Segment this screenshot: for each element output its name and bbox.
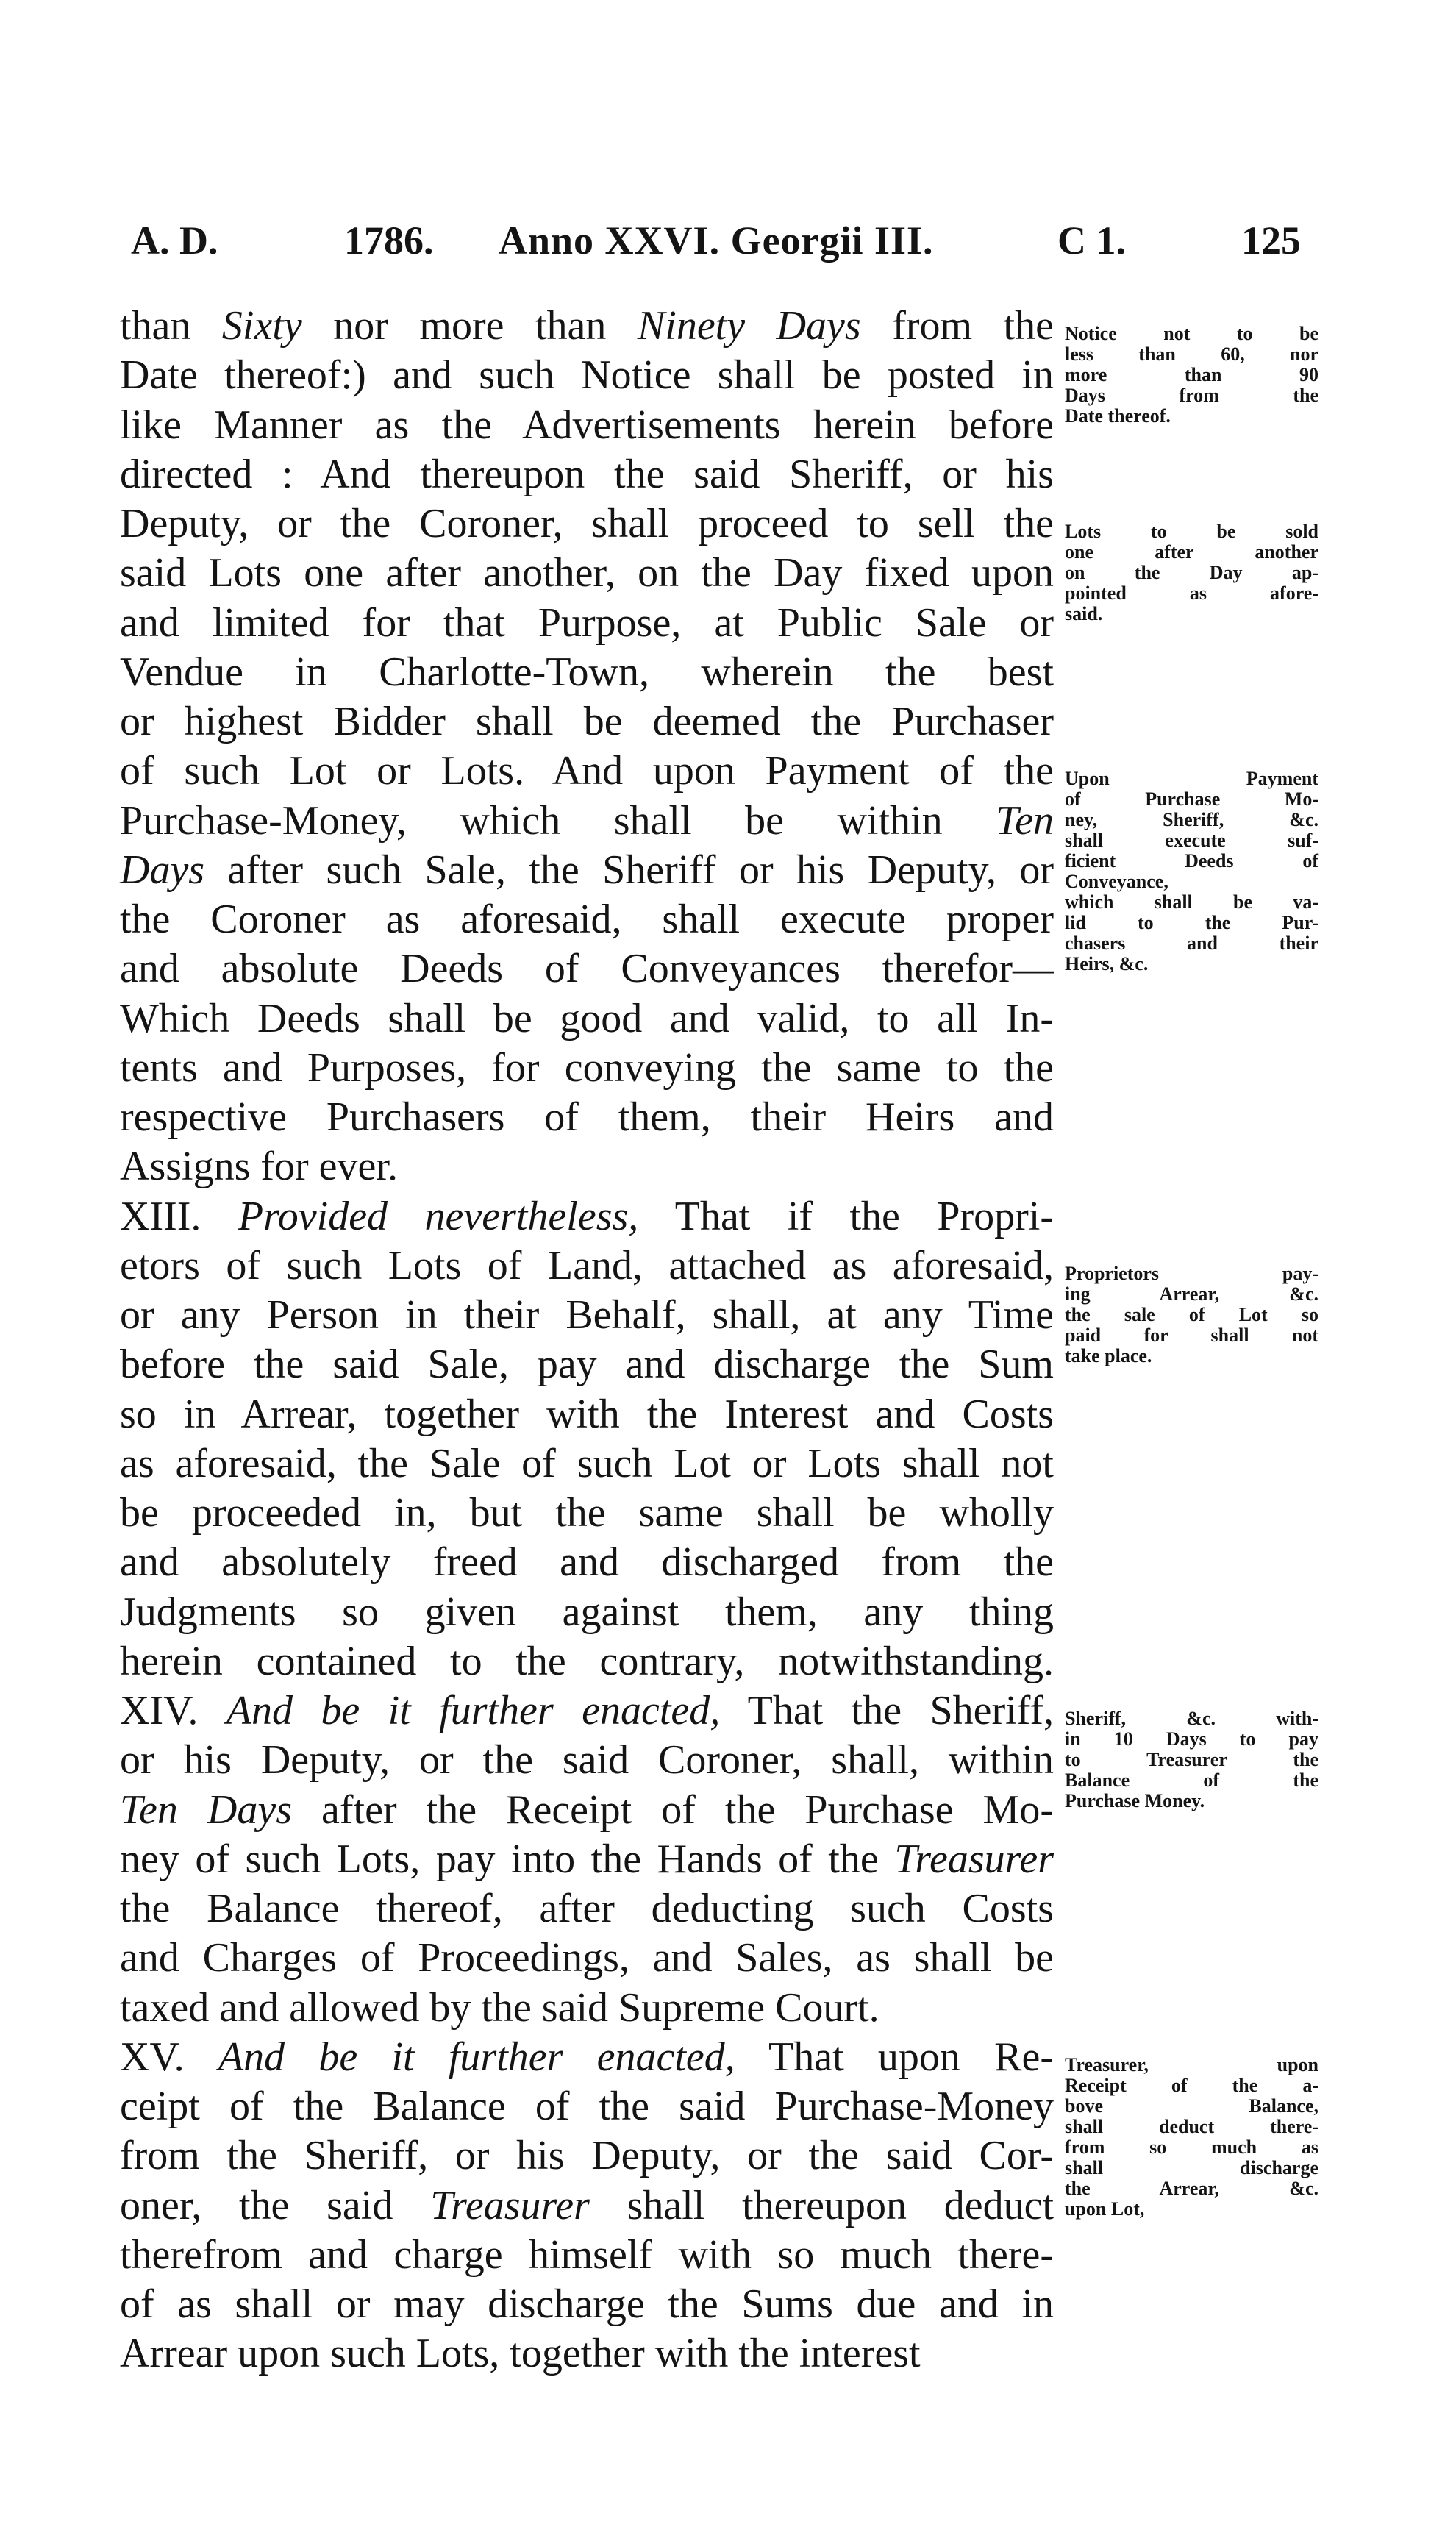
text-run: Vendue in Charlotte-Town, wherein the best [120,649,1054,695]
text-run: Arrear upon such Lots, together with the interest [120,2331,921,2377]
marginal-note-line: Treasurer, upon [1065,2053,1318,2075]
italic-text: Ten Days [120,1786,292,1833]
text-run: and absolutely freed and discharged from the [120,1539,1054,1586]
marginal-note-line: ney, Sheriff, &c. [1065,809,1318,831]
text-run: shall thereupon deduct [589,2182,1054,2228]
marginal-note-line: Proprietors pay- [1065,1262,1318,1284]
text-run: therefrom and charge himself with so much there- [120,2231,1054,2278]
text-line [120,549,1054,598]
marginal-note-line: which shall be va- [1065,891,1318,913]
text-line [120,2131,1054,2181]
marginal-note-line: less than 60, nor [1065,343,1318,365]
text-run: ceipt of the Balance of the said Purchase-Money [120,2084,1054,2129]
text-run: after such Sale, the Sheriff or his Deputy, or [204,847,1054,893]
text-run: or any Person in their Behalf, shall, at any Time [120,1292,1054,1338]
marginal-note-line: ing Arrear, &c. [1065,1283,1318,1305]
marginal-note-line: Date thereof. [1065,405,1171,427]
text-run: XV. [120,2034,218,2080]
text-line [120,796,1054,846]
italic-text: And be it further enacted, [226,1688,721,1733]
text-run: as aforesaid, the Sale of such Lot or Lots shall not [120,1440,1054,1486]
text-run: etors of such Lots of Land, attached as aforesaid, [120,1242,1054,1289]
text-line [120,1291,1054,1340]
text-run: That upon Re- [735,2034,1054,2080]
text-run: respective Purchasers of them, their Heirs and [120,1094,1054,1140]
text-line [120,1390,1054,1439]
italic-text: Ten [996,797,1054,844]
text-run: herein contained to the contrary, notwithstanding. [120,1638,1054,1684]
text-run: of such Lot or Lots. And upon Payment of the [120,748,1054,794]
page-number: 125 [1241,218,1301,263]
text-run: from the Sheriff, or his Deputy, or the said Cor- [120,2133,1054,2179]
marginal-note-line: the Arrear, &c. [1065,2177,1318,2199]
text-line [120,1984,1054,2033]
marginal-note-line: one after another [1065,541,1318,563]
text-line [120,1439,1054,1489]
italic-text: And be it further enacted, [218,2034,735,2080]
marginal-note-line: of Purchase Mo- [1065,788,1318,810]
text-line [120,2181,1054,2231]
italic-text: Days [120,847,205,893]
marginal-note-line: paid for shall not [1065,1324,1318,1346]
marginal-note-line: the sale of Lot so [1065,1303,1318,1325]
body-text [120,302,1054,2379]
text-line [120,1736,1054,1785]
marginal-note-line: Purchase Money. [1065,1790,1205,1811]
marginal-note [1065,2055,1318,2220]
marginal-note-line: said. [1065,603,1103,624]
marginal-note-line: shall execute suf- [1065,830,1318,852]
text-run: Judgments so given against them, any thing [120,1589,1054,1635]
marginal-note-line: on the Day ap- [1065,562,1318,583]
text-run: Which Deeds shall be good and valid, to all In- [120,995,1054,1041]
header-chapter: C 1. [1057,218,1126,263]
text-run: Date thereof:) and such Notice shall be posted in [120,352,1054,399]
text-line [120,1835,1054,1884]
marginal-note-line: Sheriff, &c. with- [1065,1708,1318,1729]
marginal-note-line: Heirs, &c. [1065,953,1149,975]
text-run: nor more than [301,303,638,349]
marginal-note-line: Conveyance, [1065,871,1168,893]
header-regnal-year: Anno XXVI. Georgii III. [499,218,934,263]
text-line [120,1786,1054,1835]
marginal-note-line: Upon Payment [1065,768,1318,790]
text-run: oner, the said [120,2182,431,2228]
text-line [120,1489,1054,1538]
marginal-note-line: from so much as [1065,2136,1318,2158]
marginal-note-line: lid to the Pur- [1065,912,1318,934]
italic-text: Provided nevertheless, [238,1193,639,1239]
text-run: and limited for that Purpose, at Public Sale or [120,599,1054,646]
text-run: before the said Sale, pay and discharge the Sum [120,1341,1054,1388]
italic-text: Treasurer [894,1836,1054,1882]
italic-text: Ninety Days [637,303,861,349]
text-line [120,1588,1054,1637]
marginal-note-line: more than 90 [1065,364,1318,385]
text-line [120,499,1054,549]
text-line [120,697,1054,746]
text-line [120,1241,1054,1291]
text-run: from the [860,303,1054,349]
text-line [120,1686,1054,1736]
text-run: after the Receipt of the Purchase Mo- [292,1786,1054,1833]
text-line [120,2231,1054,2280]
text-run: be proceeded in, but the same shall be wholly [120,1490,1054,1536]
text-run: said Lots one after another, on the Day fixed upon [120,550,1054,596]
text-run: XIV. [120,1688,226,1733]
text-run: so in Arrear, together with the Interest and Costs [120,1391,1054,1437]
marginal-note-line: Notice not to be [1065,323,1318,344]
text-run: or highest Bidder shall be deemed the Purchaser [120,699,1054,744]
marginal-note [1065,1264,1318,1366]
marginal-note-line: bove Balance, [1065,2095,1318,2117]
marginal-note [1065,521,1318,624]
marginal-note-line: in 10 Days to pay [1065,1728,1318,1750]
marginal-note-line: Lots to be sold [1065,521,1318,542]
text-line [120,746,1054,796]
marginal-note [1065,324,1318,427]
text-line [120,944,1054,994]
text-line [120,302,1054,351]
header-year: 1786. [344,218,434,263]
text-line [120,648,1054,697]
text-run: directed : And thereupon the said Sheriff, or his [120,451,1054,497]
text-run: the Balance thereof, after deducting such Costs [120,1886,1054,1931]
marginal-note-line: to Treasurer the [1065,1749,1318,1770]
text-line [120,895,1054,944]
text-run: of as shall or may discharge the Sums due and in [120,2281,1054,2327]
text-run: like Manner as the Advertisements herein before [120,402,1054,448]
marginal-note-line: ficient Deeds of [1065,850,1318,872]
marginal-note-line: Receipt of the a- [1065,2074,1318,2096]
text-line [120,1538,1054,1587]
marginal-note-line: shall discharge [1065,2156,1318,2178]
text-line [120,1884,1054,1934]
italic-text: Sixty [221,303,302,349]
text-line [120,1192,1054,1241]
text-run: or his Deputy, or the said Coroner, shall, within [120,1737,1054,1783]
text-run: ney of such Lots, pay into the Hands of the [120,1836,895,1882]
text-run: Purchase-Money, which shall be within [120,797,996,844]
text-run: That if the Propri- [638,1193,1054,1239]
text-line [120,1142,1054,1191]
text-run: XIII. [120,1193,238,1239]
text-line [120,599,1054,648]
text-line [120,846,1054,895]
marginal-note-line: pointed as afore- [1065,582,1318,604]
text-line [120,2280,1054,2329]
text-line [120,2082,1054,2131]
text-run: and Charges of Proceedings, and Sales, as shall be [120,1935,1054,1981]
marginal-note-line: take place. [1065,1344,1152,1366]
text-line [120,1093,1054,1142]
text-line [120,1934,1054,1983]
marginal-note-line: Balance of the [1065,1770,1318,1791]
marginal-note [1065,769,1318,974]
header-ad: A. D. [131,218,218,263]
text-line [120,1340,1054,1389]
text-line [120,1637,1054,1686]
text-line [120,351,1054,400]
text-run: Deputy, or the Coroner, shall proceed to sell the [120,501,1054,546]
text-line [120,450,1054,499]
text-line [120,1044,1054,1093]
marginal-note-line: chasers and their [1065,933,1318,955]
text-line [120,2329,1054,2378]
text-run: taxed and allowed by the said Supreme Court. [120,1984,879,2031]
text-run: than [120,303,222,349]
text-run: the Coroner as aforesaid, shall execute proper [120,897,1054,942]
text-line [120,401,1054,450]
italic-text: Treasurer [430,2182,590,2228]
text-run: tents and Purposes, for conveying the same to the [120,1044,1054,1091]
marginal-note-line: upon Lot, [1065,2198,1145,2220]
text-run: Assigns for ever. [120,1144,398,1190]
running-head [131,215,1307,266]
text-run: That the Sheriff, [720,1688,1054,1733]
text-line [120,994,1054,1044]
text-run: and absolute Deeds of Conveyances therefor— [120,946,1054,992]
marginal-note [1065,1708,1318,1811]
marginal-note-line: shall deduct there- [1065,2115,1318,2137]
marginal-note-line: Days from the [1065,385,1318,406]
text-line [120,2033,1054,2082]
